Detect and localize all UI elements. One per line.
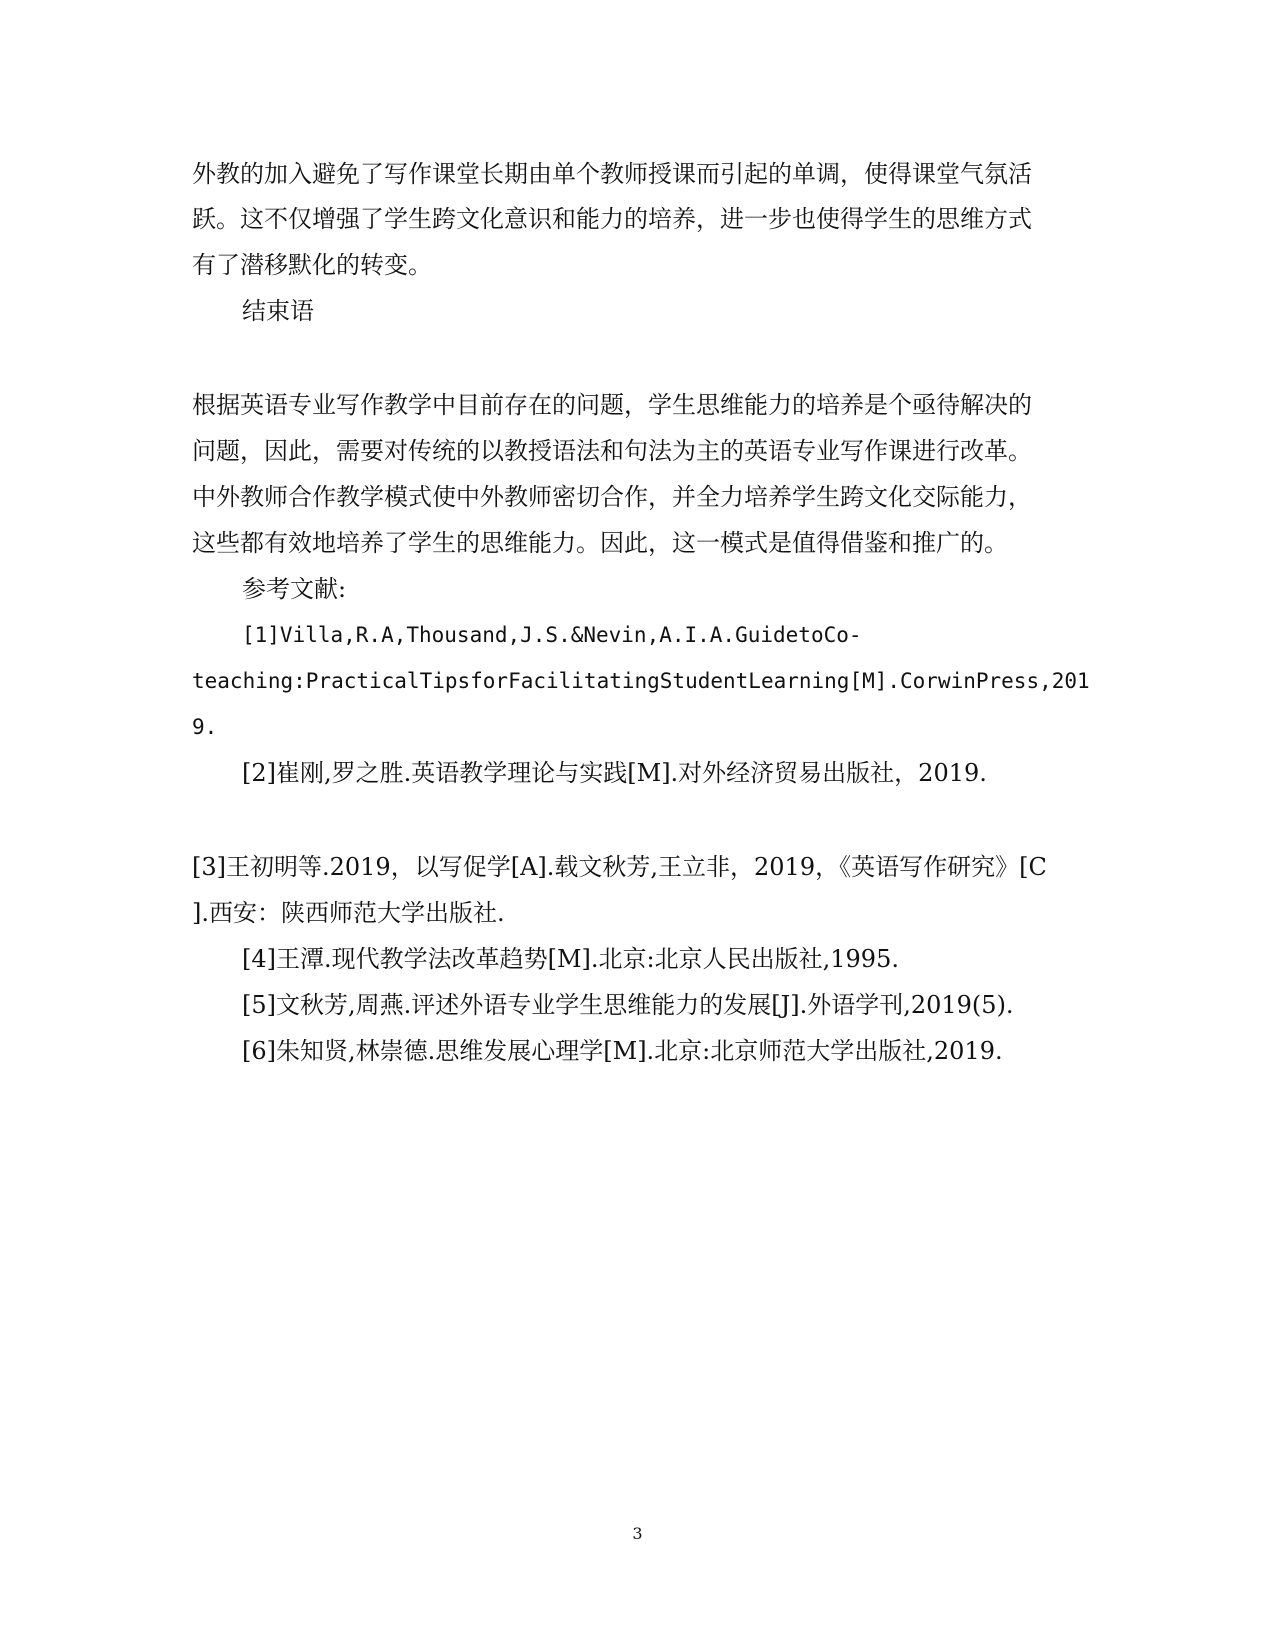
- paragraph2-line2: 问题，因此，需要对传统的以教授语法和句法为主的英语专业写作课进行改革。: [192, 437, 1032, 465]
- reference-3-line2: ].西安：陕西师范大学出版社.: [192, 899, 505, 927]
- paragraph1-line2: 跃。这不仅增强了学生跨文化意识和能力的培养，进一步也使得学生的思维方式: [192, 205, 1032, 233]
- reference-2: [2]崔刚,罗之胜.英语教学理论与实践[M].对外经济贸易出版社，2019.: [242, 759, 987, 787]
- reference-4: [4]王潭.现代教学法改革趋势[M].北京:北京人民出版社,1995.: [242, 945, 899, 973]
- references-heading: 参考文献:: [242, 575, 347, 603]
- paragraph1-line3: 有了潜移默化的转变。: [192, 251, 432, 279]
- paragraph2-line3: 中外教师合作教学模式使中外教师密切合作，并全力培养学生跨文化交际能力，: [192, 483, 1032, 511]
- paragraph2-line1: 根据英语专业写作教学中目前存在的问题，学生思维能力的培养是个亟待解决的: [192, 391, 1032, 419]
- reference-1-line2: teaching:PracticalTipsforFacilitatingStudentLearning[M].CorwinPress,201: [192, 669, 1090, 693]
- page-number: 3: [632, 1524, 643, 1543]
- reference-5: [5]文秋芳,周燕.评述外语专业学生思维能力的发展[J].外语学刊,2019(5).: [242, 991, 1014, 1019]
- reference-3-line1: [3]王初明等.2019，以写促学[A].载文秋芳,王立非，2019，《英语写作研究》[C: [192, 853, 1047, 881]
- conclusion-heading: 结束语: [242, 297, 314, 325]
- reference-6: [6]朱知贤,林崇德.思维发展心理学[M].北京:北京师范大学出版社,2019.: [242, 1037, 1003, 1065]
- reference-1-line1: [1]Villa,R.A,Thousand,J.S.&Nevin,A.I.A.GuidetoCo-: [242, 623, 862, 647]
- reference-1-line3: 9.: [192, 715, 218, 739]
- paragraph2-line4: 这些都有效地培养了学生的思维能力。因此，这一模式是值得借鉴和推广的。: [192, 529, 1008, 557]
- paragraph1-line1: 外教的加入避免了写作课堂长期由单个教师授课而引起的单调，使得课堂气氛活: [192, 160, 1032, 188]
